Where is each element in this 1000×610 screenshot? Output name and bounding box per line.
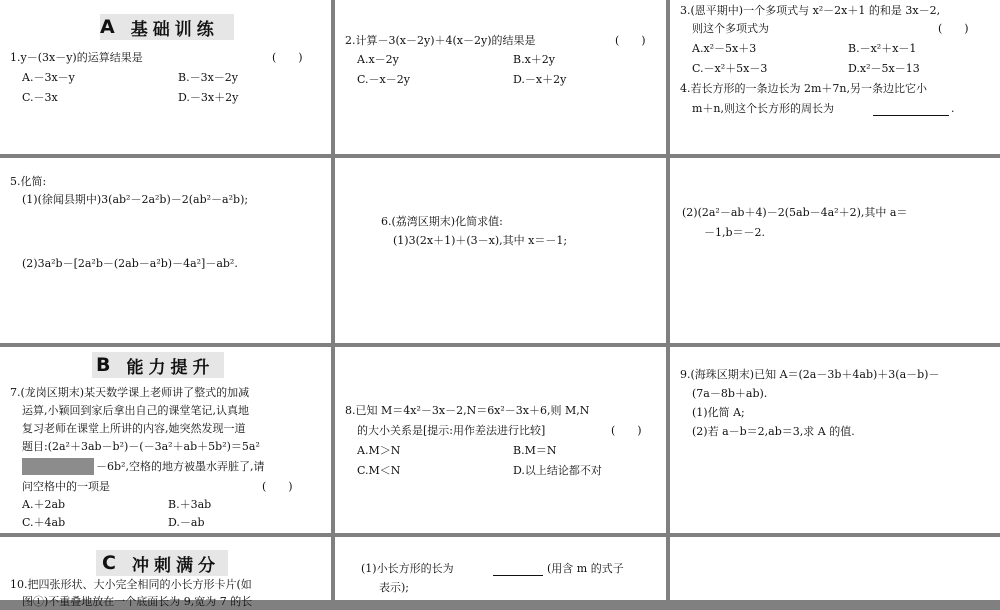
- question-6-part1: (1)3(2x＋1)＋(3－x),其中 x＝－1;: [393, 234, 568, 247]
- answer-blank: [873, 103, 949, 116]
- question-5: 5.化简:: [10, 175, 47, 188]
- option-c: C.M＜N: [357, 464, 401, 477]
- option-c: C.－x²＋5x－3: [692, 62, 768, 75]
- option-c: C.－3x: [22, 91, 58, 104]
- option-b: B.M＝N: [513, 444, 557, 457]
- option-d: D.－ab: [168, 516, 205, 529]
- panel-q7: [0, 347, 331, 533]
- panel-q6-part2: [670, 158, 1000, 343]
- question-5-part2: (2)3a²b－[2a²b－(2ab－a²b)－4a²]－ab².: [22, 257, 238, 270]
- section-title: 冲刺满分: [131, 555, 220, 576]
- option-b: B.＋3ab: [168, 498, 212, 511]
- panel-q8: [335, 347, 666, 533]
- question-4-line2: m＋n,则这个长方形的周长为: [692, 102, 835, 115]
- question-10-part1-line2: 表示);: [379, 581, 409, 594]
- answer-paren: ( ): [938, 22, 969, 35]
- panel-empty: [670, 537, 1000, 600]
- question-3-line2: 则这个多项式为: [692, 22, 769, 35]
- section-header-a: [100, 14, 234, 40]
- panel-q2: [335, 0, 666, 154]
- option-d: D.x²－5x－13: [848, 62, 920, 75]
- option-d: D.－x＋2y: [513, 73, 567, 86]
- section-letter: B: [96, 354, 111, 376]
- question-7-line3: 复习老师在课堂上所讲的内容,她突然发现一道: [22, 422, 246, 435]
- option-b: B.x＋2y: [513, 53, 555, 66]
- answer-paren: ( ): [272, 51, 303, 64]
- ink-smudge: [22, 458, 94, 475]
- question-3: 3.(恩平期中)一个多项式与 x²－2x＋1 的和是 3x－2,: [680, 4, 941, 17]
- answer-paren: ( ): [262, 480, 293, 493]
- section-letter: A: [100, 16, 115, 38]
- question-9-line2: (7a－8b＋ab).: [692, 387, 768, 400]
- section-title: 能力提升: [126, 357, 215, 378]
- section-header-b: [92, 352, 224, 378]
- panel-q9: [670, 347, 1000, 533]
- panel-q6: [335, 158, 666, 343]
- option-a: A.＋2ab: [22, 498, 66, 511]
- question-10-part1: (1)小长方形的长为: [361, 562, 454, 575]
- panel-q3-q4: [670, 0, 1000, 154]
- option-a: A.－3x－y: [22, 71, 75, 84]
- question-8: 8.已知 M＝4x²－3x－2,N＝6x²－3x＋6,则 M,N: [345, 404, 590, 417]
- panel-q10: [0, 537, 331, 608]
- option-a: A.M＞N: [357, 444, 401, 457]
- question-6-part2-line2: －1,b＝－2.: [704, 226, 766, 239]
- question-9: 9.(海珠区期末)已知 A＝(2a－3b＋4ab)＋3(a－b)－: [680, 368, 940, 381]
- question-9-part2: (2)若 a－b＝2,ab＝3,求 A 的值.: [692, 425, 855, 438]
- option-a: A.x²－5x＋3: [692, 42, 757, 55]
- period: .: [951, 102, 955, 115]
- panel-q1: [0, 0, 331, 154]
- option-d: D.－3x＋2y: [178, 91, 239, 104]
- question-10: 10.把四张形状、大小完全相同的小长方形卡片(如: [10, 578, 252, 591]
- option-d: D.以上结论都不对: [513, 464, 602, 477]
- question-10-line2: 图①)不重叠地放在一个底面长为 9,宽为 7 的长: [22, 595, 253, 608]
- answer-blank: [493, 563, 543, 576]
- question-2: 2.计算－3(x－2y)＋4(x－2y)的结果是: [345, 34, 536, 47]
- section-title: 基础训练: [130, 19, 219, 40]
- question-7: 7.(龙岗区期末)某天数学课上老师讲了整式的加减: [10, 386, 250, 399]
- option-a: A.x－2y: [357, 53, 399, 66]
- question-7-line2: 运算,小颖回到家后拿出自己的课堂笔记,认真地: [22, 404, 249, 417]
- question-10-part1-hint: (用含 m 的式子: [547, 562, 624, 575]
- question-1: 1.y－(3x－y)的运算结果是: [10, 51, 143, 64]
- question-4: 4.若长方形的一条边长为 2m＋7n,另一条边比它小: [680, 82, 927, 95]
- option-b: B.－x²＋x－1: [848, 42, 917, 55]
- question-7-line4: 题目:(2a²＋3ab－b²)－(－3a²＋ab＋5b²)＝5a²: [22, 440, 260, 453]
- question-6: 6.(荔湾区期末)化简求值:: [381, 215, 503, 228]
- panel-q10-part1: [335, 537, 666, 600]
- answer-paren: ( ): [611, 424, 642, 437]
- question-8-line2: 的大小关系是[提示:用作差法进行比较]: [357, 424, 546, 437]
- question-7-line5: －6b²,空格的地方被墨水弄脏了,请: [96, 460, 265, 473]
- option-b: B.－3x－2y: [178, 71, 238, 84]
- option-c: C.－x－2y: [357, 73, 410, 86]
- question-7-line6: 问空格中的一项是: [22, 480, 110, 493]
- section-header-c: [96, 550, 228, 576]
- option-c: C.＋4ab: [22, 516, 66, 529]
- answer-paren: ( ): [615, 34, 646, 47]
- panel-q5: [0, 158, 331, 343]
- section-letter: C: [102, 552, 116, 574]
- question-5-part1: (1)(徐闻县期中)3(ab²－2a²b)－2(ab²－a²b);: [22, 193, 249, 206]
- question-6-part2: (2)(2a²－ab＋4)－2(5ab－4a²＋2),其中 a＝: [682, 206, 908, 219]
- question-9-part1: (1)化简 A;: [692, 406, 745, 419]
